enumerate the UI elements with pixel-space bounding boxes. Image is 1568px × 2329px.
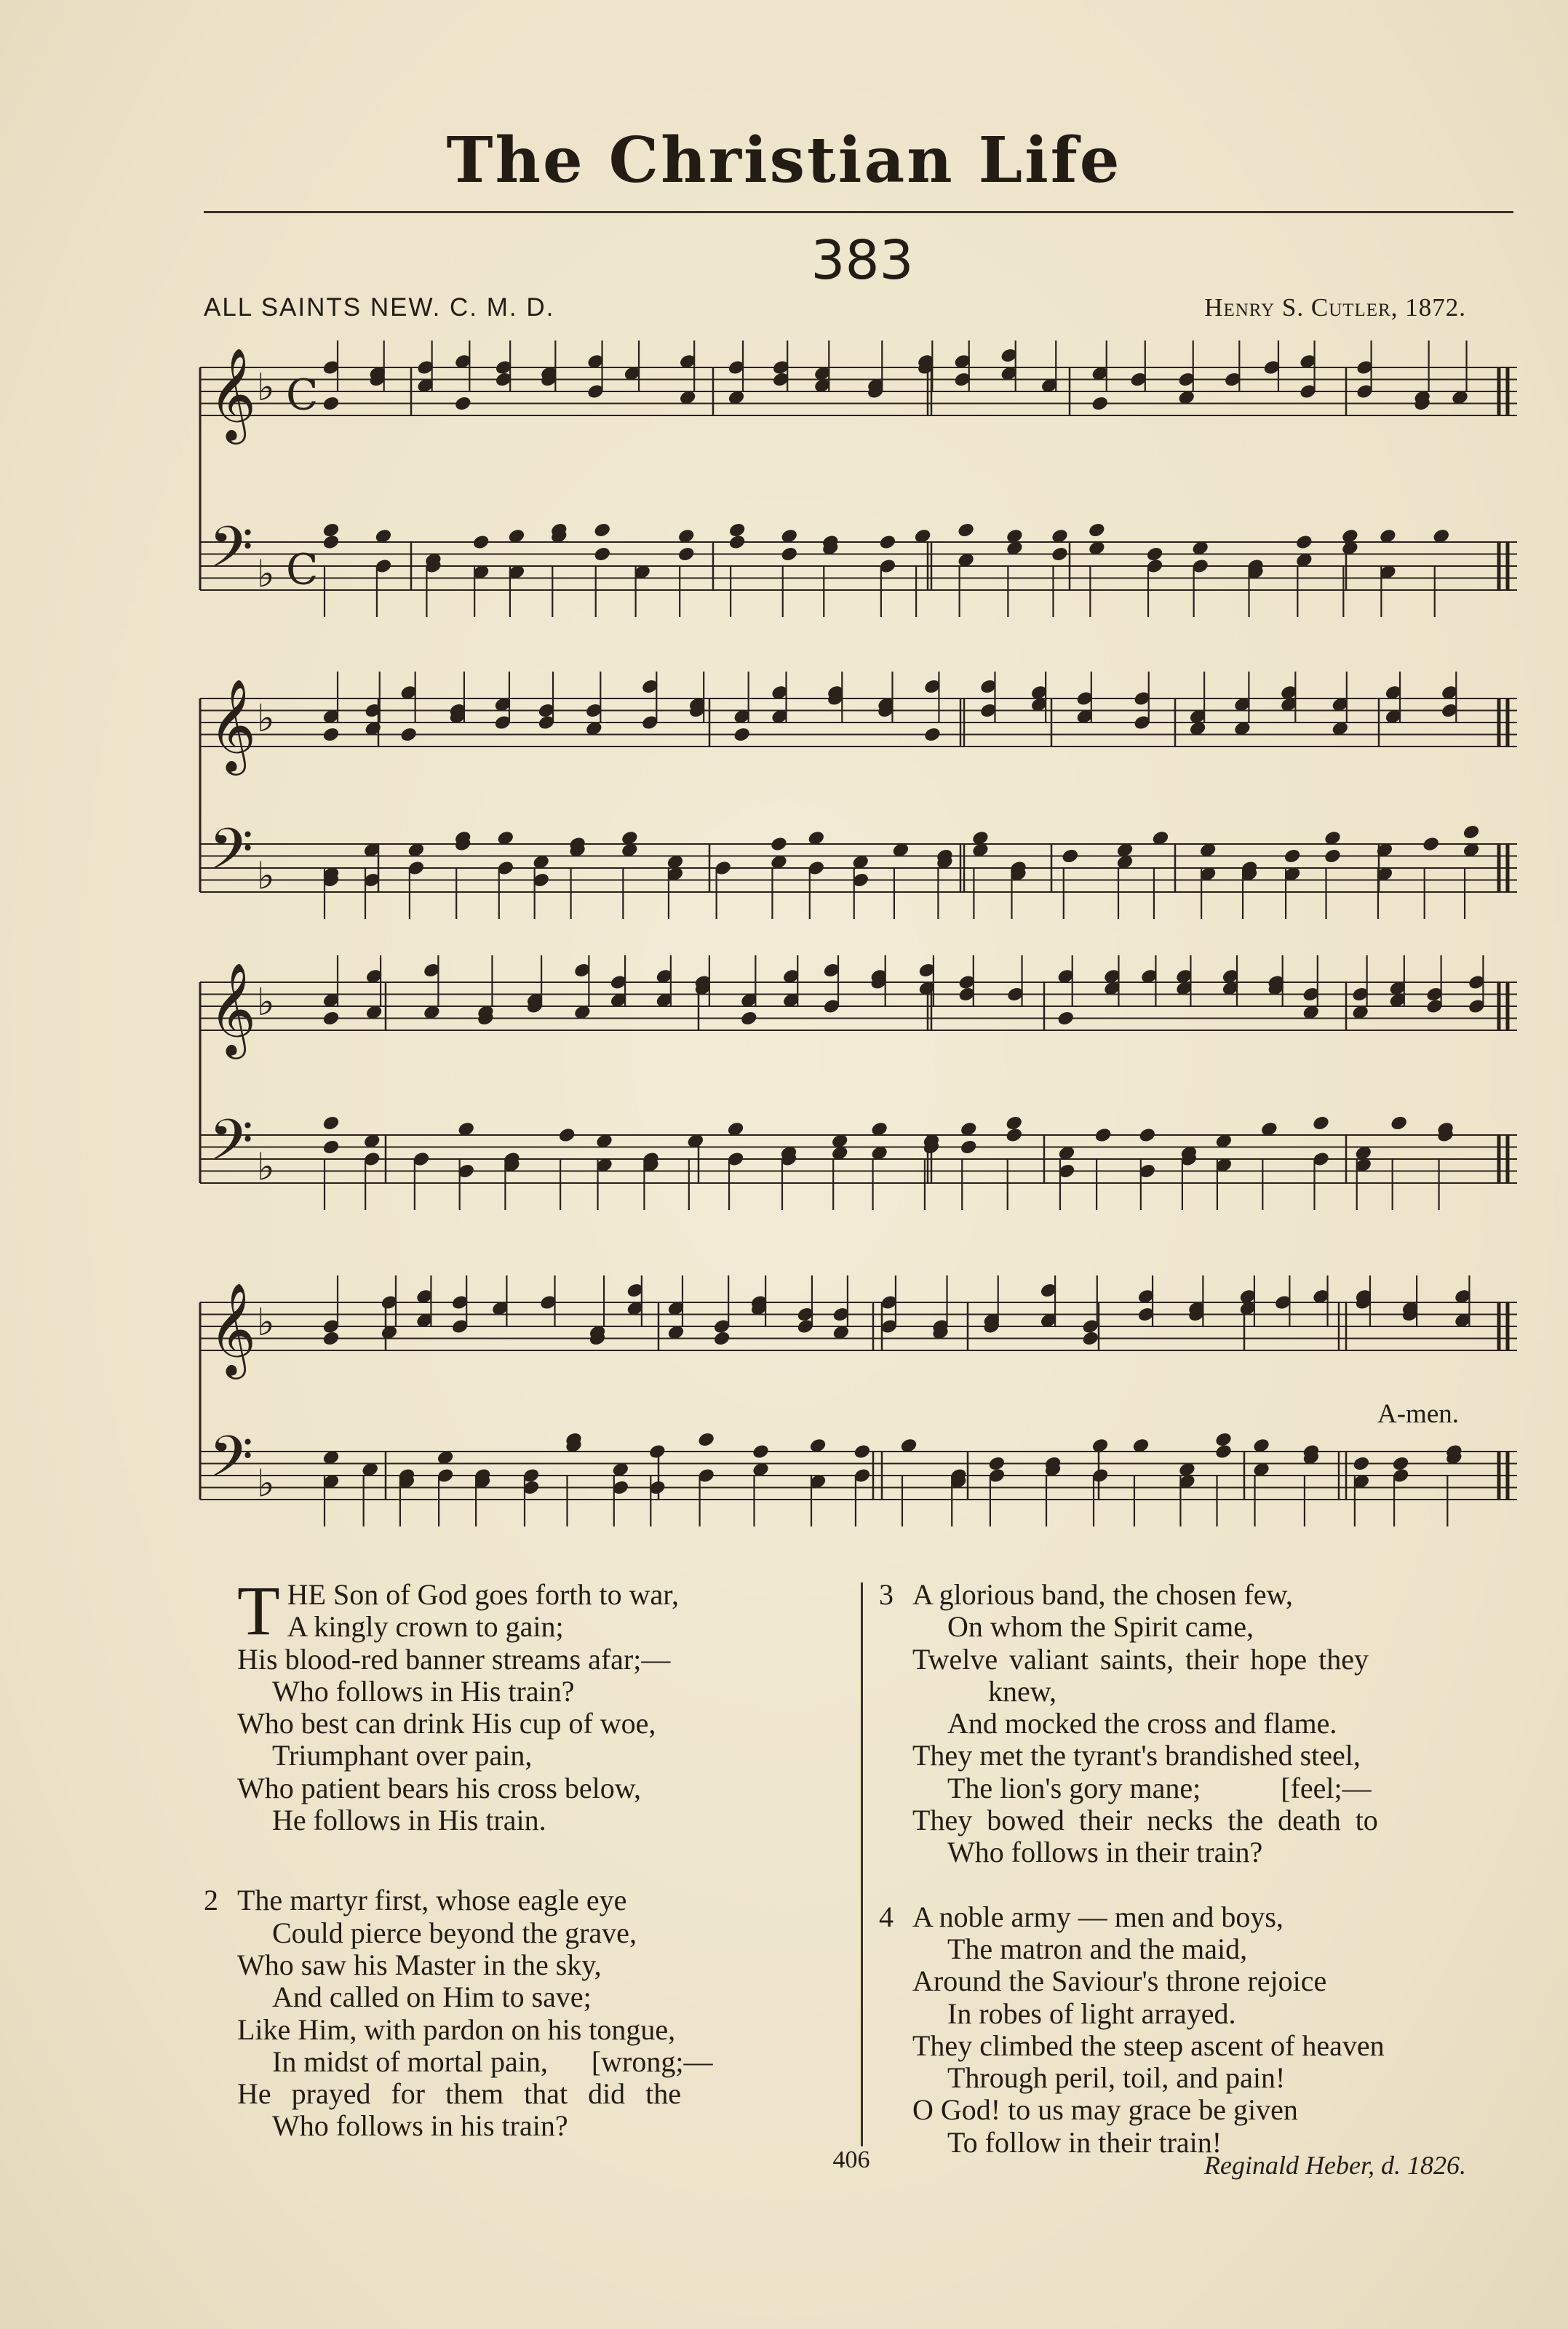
treble-clef: 𝄞 — [209, 347, 257, 440]
note-head — [1094, 1127, 1112, 1143]
verse-line: His blood-red banner streams afar;— — [237, 1642, 671, 1676]
note-head — [1062, 848, 1079, 864]
column-divider — [861, 1582, 863, 2146]
verse-line: Who follows in their train? — [947, 1836, 1263, 1869]
note-head — [1214, 1444, 1232, 1460]
verse-line: Around the Saviour's throne rejoice — [912, 1964, 1327, 1998]
treble-clef: 𝄞 — [209, 678, 257, 771]
note-head — [399, 726, 417, 742]
verse-line — [879, 1579, 1519, 1611]
verse-4 — [879, 1901, 1519, 2159]
note-head — [1324, 848, 1341, 864]
note-head — [677, 546, 695, 562]
hymn-number: 383 — [811, 229, 914, 292]
flat-key-signature: ♭ — [257, 1462, 275, 1506]
note-head — [322, 534, 340, 550]
note-head — [697, 1431, 715, 1447]
time-signature: C — [286, 370, 319, 420]
note-head — [593, 522, 610, 538]
note-head — [1462, 824, 1480, 840]
verse-line: The lion's gory mane; [feel;— — [947, 1771, 1372, 1804]
note-head — [322, 1139, 340, 1155]
note-head — [1390, 1115, 1407, 1131]
note-head — [988, 1455, 1006, 1471]
note-head — [322, 726, 340, 742]
drop-cap: T — [237, 1572, 280, 1649]
flat-key-signature: ♭ — [257, 366, 275, 410]
note-head — [1056, 1010, 1074, 1026]
verse-line: They climbed the steep ascent of heaven — [912, 2029, 1385, 2062]
verse-number: 3 — [879, 1578, 894, 1611]
note-head — [322, 1010, 340, 1026]
verse-line: They met the tyrant's brandished steel, — [912, 1739, 1361, 1772]
verse-line: Who follows in his train? — [272, 2109, 568, 2143]
score-systems — [200, 341, 1517, 1526]
flat-key-signature: ♭ — [257, 1145, 275, 1190]
verse-line: HE Son of God goes forth to war, — [287, 1578, 679, 1611]
verse-line: Twelve valiant saints, their hope they — [912, 1642, 1369, 1676]
note-head — [923, 726, 941, 742]
verse-line: He follows in His train. — [272, 1804, 546, 1837]
note-head — [1139, 1127, 1156, 1143]
verse-line: Could pierce beyond the grave, — [272, 1916, 637, 1949]
time-signature: C — [286, 544, 319, 594]
flat-key-signature: ♭ — [257, 981, 275, 1024]
verse-line: Like Him, with pardon on his tongue, — [237, 2013, 676, 2046]
note-head — [752, 1444, 769, 1460]
note-head — [1214, 1431, 1232, 1447]
verse-line: Who saw his Master in the sky, — [237, 1948, 602, 1981]
note-head — [853, 1444, 871, 1460]
note-head — [733, 726, 750, 742]
amen-label: A-men. — [1377, 1399, 1459, 1429]
verse-1 — [204, 1572, 844, 1837]
note-head — [322, 522, 340, 538]
note-head — [593, 546, 610, 562]
section-title: The Christian Life — [446, 124, 1122, 197]
verse-line: Through peril, toil, and pain! — [947, 2061, 1286, 2095]
note-head — [1392, 1455, 1409, 1471]
verse-line: In robes of light arrayed. — [947, 1996, 1236, 2030]
bass-clef: 𝄢 — [209, 1107, 254, 1188]
note-head — [957, 522, 974, 538]
verse-line: And called on Him to save; — [272, 1980, 592, 2014]
treble-clef: 𝄞 — [209, 962, 257, 1055]
flat-key-signature: ♭ — [257, 854, 275, 899]
note-head — [728, 534, 746, 550]
note-head — [960, 1139, 977, 1155]
verse-line: He prayed for them that did the — [237, 2077, 682, 2111]
tune-name: ALL SAINTS NEW. — [204, 293, 442, 322]
note-head — [322, 395, 340, 411]
verse-number: 4 — [879, 1900, 894, 1933]
note-head — [1006, 1127, 1023, 1143]
tune-meter: C. M. D. — [450, 293, 555, 322]
flat-key-signature: ♭ — [257, 1301, 275, 1345]
note-head — [1082, 1330, 1099, 1346]
note-head — [740, 1010, 757, 1026]
verse-line: They bowed their necks the death to — [912, 1804, 1378, 1837]
note-head — [713, 1330, 731, 1346]
treble-clef: 𝄞 — [209, 1282, 257, 1375]
note-head — [648, 1444, 666, 1460]
verse-line: A kingly crown to gain; — [287, 1610, 564, 1644]
bass-clef: 𝄢 — [209, 816, 254, 897]
note-head — [322, 1115, 340, 1131]
note-head — [781, 546, 798, 562]
note-head — [1051, 546, 1068, 562]
verse-line: Who patient bears his cross below, — [237, 1771, 642, 1804]
note-head — [1312, 1115, 1329, 1131]
verse-line: O God! to us may grace be given — [912, 2093, 1298, 2127]
flat-key-signature: ♭ — [257, 552, 275, 597]
flat-key-signature: ♭ — [257, 697, 275, 741]
note-head — [879, 534, 896, 550]
composer-credit: Henry S. Cutler, 1872. — [1204, 293, 1466, 322]
note-head — [770, 836, 787, 852]
verse-2 — [204, 1884, 844, 2142]
verse-line — [879, 1901, 1519, 1933]
verse-line: And mocked the cross and flame. — [947, 1707, 1337, 1740]
note-head — [1091, 395, 1109, 411]
note-head — [1284, 848, 1301, 864]
verse-line: To follow in their train! — [947, 2125, 1222, 2159]
verse-text: The martyr first, whose eagle eye — [237, 1884, 627, 1917]
note-head — [454, 395, 471, 411]
bass-clef: 𝄢 — [209, 1424, 254, 1505]
note-head — [1422, 836, 1439, 852]
note-head — [1006, 1115, 1023, 1131]
verse-line: Who best can drink His cup of woe, — [237, 1707, 656, 1740]
note-head — [1088, 522, 1105, 538]
note-head — [322, 1330, 340, 1346]
verse-line: In midst of mortal pain, [wrong;— — [272, 2045, 713, 2078]
verse-line: knew, — [988, 1674, 1057, 1708]
verse-line: Triumphant over pain, — [272, 1739, 533, 1772]
note-head — [1146, 546, 1163, 562]
note-head — [558, 1127, 576, 1143]
bass-clef: 𝄢 — [209, 514, 254, 595]
verse-line: Who follows in His train? — [272, 1674, 575, 1708]
note-head — [728, 522, 746, 538]
verse-line: On whom the Spirit came, — [947, 1610, 1254, 1644]
note-head — [1353, 1455, 1370, 1471]
verse-text: A noble army — men and boys, — [912, 1900, 1284, 1933]
verse-text: A glorious band, the chosen few, — [912, 1578, 1293, 1611]
page-number: 406 — [832, 2146, 870, 2173]
verse-column-left — [204, 1572, 844, 2175]
verse-line — [204, 1884, 844, 1916]
verse-3 — [879, 1579, 1519, 1869]
note-head — [472, 534, 490, 550]
verse-column-right — [879, 1579, 1519, 2191]
author-credit: Reginald Heber, d. 1826. — [1204, 2151, 1466, 2180]
verse-line: The matron and the maid, — [947, 1932, 1248, 1965]
note-head — [1295, 534, 1313, 550]
verse-number: 2 — [204, 1884, 218, 1917]
